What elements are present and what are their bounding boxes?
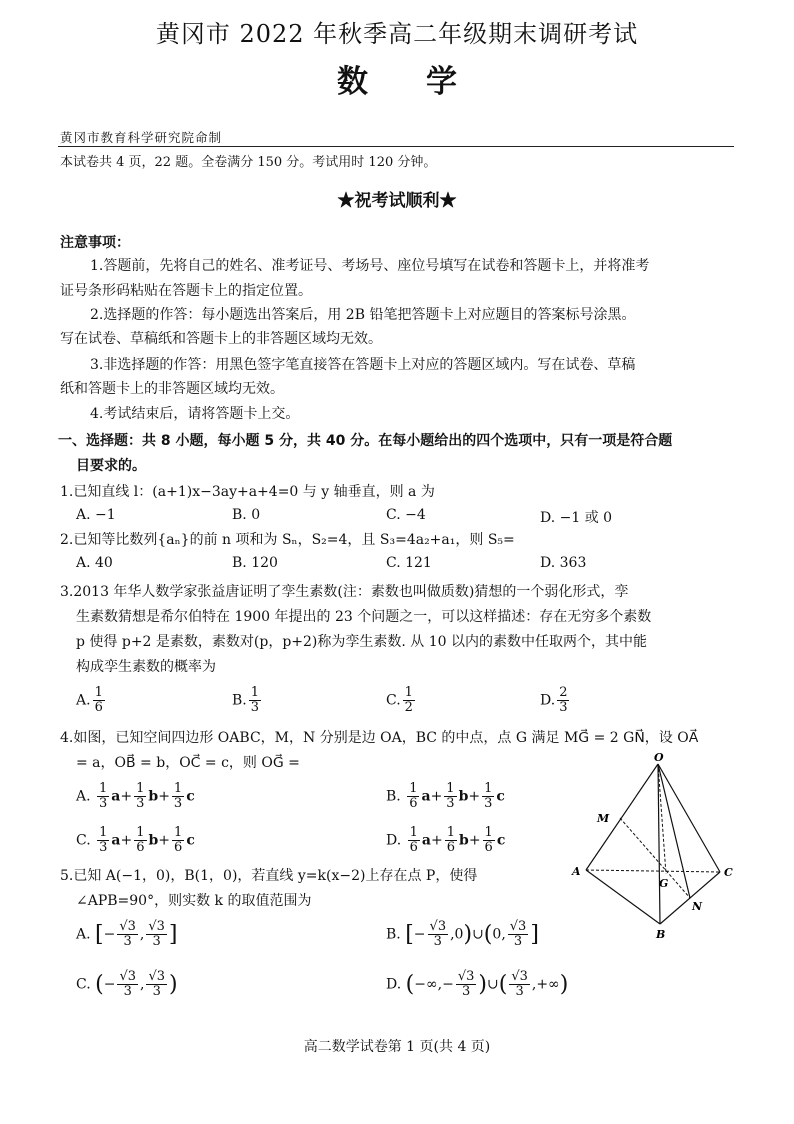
q4-option-b: B. $\frac{1}{6}$ a+ $\frac{1}{3}$ b+ $\frac{1}{3}$ c xyxy=(386,781,505,811)
q2-stem: 2.已知等比数列{aₙ}的前 n 项和为 Sₙ，S₂=4，且 S₃=4a₂+a₁，则 S₅= xyxy=(60,532,515,548)
q3-stem: 生素数猜想是希尔伯特在 1900 年提出的 23 个问题之一，可以这样描述：存在无穷多个素数 xyxy=(76,609,652,625)
edge-ac-hidden xyxy=(586,870,720,872)
q1-stem: 1.已知直线 l：(a+1)x−3ay+a+4=0 与 y 轴垂直，则 a 为 xyxy=(60,484,435,500)
notice-title: 注意事项： xyxy=(60,235,130,251)
exam-intro: 本试卷共 4 页，22 题。全卷满分 150 分。考试用时 120 分钟。 xyxy=(60,155,437,170)
q3-option-c: C. $\frac{1}{2}$ xyxy=(386,685,413,715)
q5-option-c: C. (− $\frac{√3}{3}$ , $\frac{√3}{3}$ ) xyxy=(76,969,178,999)
notice-line: 证号条形码粘贴在答题卡上的指定位置。 xyxy=(60,283,312,299)
label-c: C xyxy=(724,866,733,879)
notice-line: 1.答题前，先将自己的姓名、准考证号、考场号、座位号填写在试卷和答题卡上，并将准考 xyxy=(90,258,650,274)
notice-line: 4.考试结束后，请将答题卡上交。 xyxy=(90,406,300,422)
q2-option-c: C. 121 xyxy=(386,555,432,571)
edge-oc xyxy=(658,764,720,872)
q4-option-a: A. $\frac{1}{3}$ a+ $\frac{1}{3}$ b+ $\frac{1}{3}$ c xyxy=(76,781,195,811)
notice-line: 2.选择题的作答：每小题选出答案后，用 2B 铅笔把答题卡上对应题目的答案标号涂黑。 xyxy=(90,307,636,323)
institute-line: 黄冈市教育科学研究院命制 xyxy=(60,130,223,145)
header-divider xyxy=(58,146,734,147)
segment-mn-hidden xyxy=(620,818,690,898)
section-heading-cont: 目要求的。 xyxy=(76,458,146,474)
q4-stem: 4.如图，已知空间四边形 OABC，M，N 分别是边 OA，BC 的中点，点 G 满足 MG⃗ = 2 GN⃗，设 OA⃗ xyxy=(60,730,699,746)
q1-option-d: D. −1 或 0 xyxy=(540,510,613,526)
subject-title: 数学 xyxy=(337,64,515,100)
q3-stem: 3.2013 年华人数学家张益唐证明了孪生素数(注：素数也叫做质数)猜想的一个弱化形式，孪 xyxy=(60,584,629,600)
section-heading: 一、选择题：共 8 小题，每小题 5 分，共 40 分。在每小题给出的四个选项中，只有一项是符合题 xyxy=(58,433,673,449)
q3-option-a: A. $\frac{1}{6}$ xyxy=(76,685,103,715)
label-n: N xyxy=(692,900,703,913)
edge-ab xyxy=(586,870,660,924)
q5-stem: ∠APB=90°，则实数 k 的取值范围为 xyxy=(76,893,312,909)
tetrahedron-figure xyxy=(560,752,750,942)
q1-option-b: B. 0 xyxy=(232,507,261,523)
q5-option-d: D. (−∞,− $\frac{√3}{3}$ )∪( $\frac{√3}{3}$ ,+∞) xyxy=(386,969,569,999)
label-a: A xyxy=(572,865,581,878)
label-m: M xyxy=(597,812,610,825)
notice-line: 3.非选择题的作答：用黑色签字笔直接答在答题卡上对应的答题区域内。写在试卷、草稿 xyxy=(90,357,636,373)
page-footer: 高二数学试卷第 1 页(共 4 页) xyxy=(303,1039,491,1055)
label-g: G xyxy=(659,877,669,890)
q2-option-a: A. 40 xyxy=(76,555,113,571)
q5-stem: 5.已知 A(−1，0)，B(1，0)，若直线 y=k(x−2)上存在点 P，使得 xyxy=(60,868,478,884)
label-o: O xyxy=(654,752,664,764)
q1-option-c: C. −4 xyxy=(386,507,426,523)
q4-option-c: C. $\frac{1}{3}$ a+ $\frac{1}{6}$ b+ $\frac{1}{6}$ c xyxy=(76,825,195,855)
q3-option-d: D. $\frac{2}{3}$ xyxy=(540,685,568,715)
exam-title: 黄冈市 2022 年秋季高二年级期末调研考试 xyxy=(155,20,639,48)
q3-stem: p 使得 p+2 是素数，素数对(p，p+2)称为孪生素数. 从 10 以内的素数中任取两个，其中能 xyxy=(76,634,648,650)
label-b: B xyxy=(656,928,666,941)
q5-option-a: A. [− $\frac{√3}{3}$ , $\frac{√3}{3}$ ] xyxy=(76,919,178,949)
q3-option-b: B. $\frac{1}{3}$ xyxy=(232,685,260,715)
q2-option-d: D. 363 xyxy=(540,555,587,571)
notice-line: 纸和答题卡上的非答题区域均无效。 xyxy=(60,381,284,397)
q1-option-a: A. −1 xyxy=(76,507,116,523)
q5-option-b: B. [− $\frac{√3}{3}$ ,0)∪(0, $\frac{√3}{3}$ ] xyxy=(386,919,539,949)
q4-stem: = a，OB⃗ = b，OC⃗ = c，则 OG⃗ = xyxy=(76,755,300,771)
q4-option-d: D. $\frac{1}{6}$ a+ $\frac{1}{6}$ b+ $\frac{1}{6}$ c xyxy=(386,825,506,855)
q3-stem: 构成孪生素数的概率为 xyxy=(76,659,216,675)
edge-ob xyxy=(658,764,660,924)
q2-option-b: B. 120 xyxy=(232,555,278,571)
good-luck-banner: ★祝考试顺利★ xyxy=(337,191,457,211)
notice-line: 写在试卷、草稿纸和答题卡上的非答题区域均无效。 xyxy=(60,331,382,347)
